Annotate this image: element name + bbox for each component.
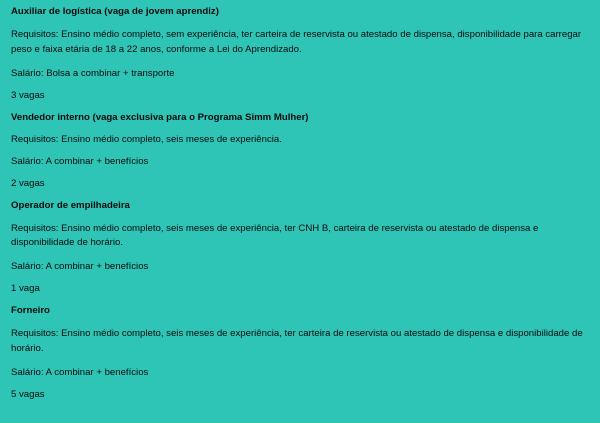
job-requirements: Requisitos: Ensino médio completo, seis meses de experiência. <box>11 133 282 145</box>
job-title: Operador de empilhadeira <box>11 199 130 211</box>
job-requirements: Requisitos: Ensino médio completo, sem experiência, ter carteira de reservista ou atestado de dispensa, disponibilidade para carregar peso e faixa etária de 18 a 22 anos, conforme a Lei do Aprendizado. <box>11 28 582 55</box>
job-listing-auxiliar-logistica <box>11 6 590 102</box>
job-openings: 5 vagas <box>11 388 45 400</box>
job-openings: 2 vagas <box>11 177 45 189</box>
job-salary: Salário: Bolsa a combinar + transporte <box>11 67 175 79</box>
job-requirements: Requisitos: Ensino médio completo, seis meses de experiência, ter CNH B, carteira de reservista ou atestado de dispensa e disponibilidade de horário. <box>11 222 539 249</box>
job-listing-forneiro <box>11 305 590 401</box>
job-openings: 1 vaga <box>11 283 40 295</box>
job-openings: 3 vagas <box>11 89 45 101</box>
job-salary: Salário: A combinar + benefícios <box>11 155 149 167</box>
job-salary: Salário: A combinar + benefícios <box>11 366 149 378</box>
job-title: Vendedor interno (vaga exclusiva para o Programa Simm Mulher) <box>11 111 309 123</box>
job-listing-vendedor-interno <box>11 112 590 190</box>
job-requirements: Requisitos: Ensino médio completo, seis meses de experiência, ter carteira de reservista ou atestado de dispensa e disponibilidade de horário. <box>11 328 583 355</box>
job-listing-operador-empilhadeira <box>11 200 590 296</box>
job-salary: Salário: A combinar + benefícios <box>11 261 149 273</box>
job-title: Auxiliar de logística (vaga de jovem aprendiz) <box>11 6 219 17</box>
job-title: Forneiro <box>11 305 50 317</box>
